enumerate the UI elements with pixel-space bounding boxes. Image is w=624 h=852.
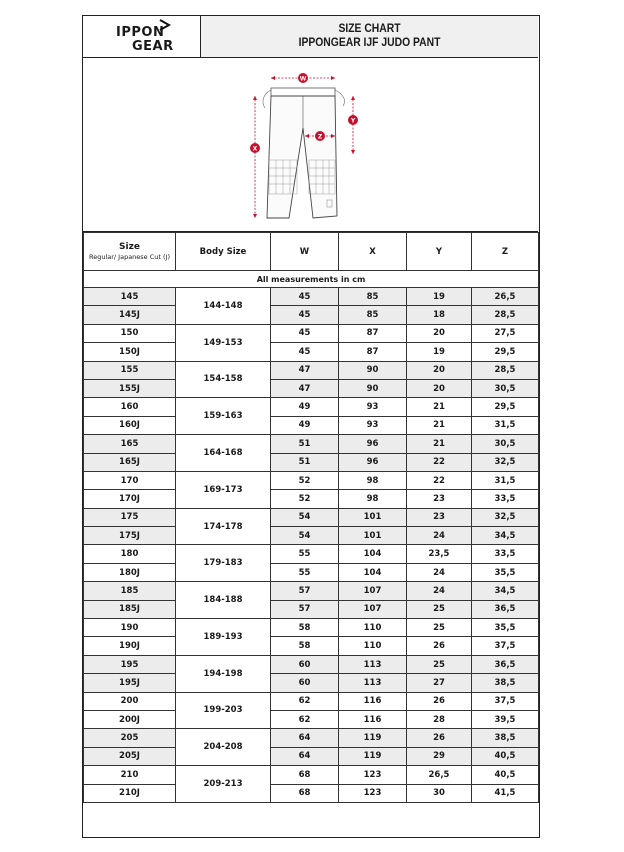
- table-row: [84, 416, 539, 434]
- table-row: [84, 288, 539, 306]
- table-row: [84, 527, 539, 545]
- cell-y: 23: [407, 508, 472, 526]
- cell-size: 160J: [84, 416, 176, 434]
- header-y: Y: [407, 233, 472, 271]
- cell-x: 107: [339, 582, 407, 600]
- cell-size: 210J: [84, 784, 176, 802]
- cell-z: 34,5: [472, 527, 539, 545]
- cell-y: 25: [407, 655, 472, 673]
- logo-line-1: IPPON: [116, 25, 165, 40]
- cell-size: 190J: [84, 637, 176, 655]
- table-row: [84, 361, 539, 379]
- table-row: [84, 619, 539, 637]
- cell-w: 60: [271, 674, 339, 692]
- table-row: [84, 435, 539, 453]
- note-row: [84, 271, 539, 288]
- cell-x: 116: [339, 710, 407, 728]
- header: [83, 16, 538, 58]
- cell-x: 101: [339, 527, 407, 545]
- table-row: [84, 508, 539, 526]
- cell-size: 195J: [84, 674, 176, 692]
- cell-size: 190: [84, 619, 176, 637]
- dim-label-z: Z: [317, 133, 323, 141]
- cell-body-size: 144-148: [176, 288, 271, 325]
- cell-z: 34,5: [472, 582, 539, 600]
- measurement-note: All measurements in cm: [84, 271, 539, 288]
- cell-w: 62: [271, 692, 339, 710]
- cell-x: 110: [339, 637, 407, 655]
- cell-w: 45: [271, 324, 339, 342]
- cell-size: 145: [84, 288, 176, 306]
- cell-size: 165: [84, 435, 176, 453]
- cell-w: 51: [271, 435, 339, 453]
- cell-w: 57: [271, 600, 339, 618]
- table-row: [84, 343, 539, 361]
- cell-y: 24: [407, 527, 472, 545]
- cell-z: 27,5: [472, 324, 539, 342]
- cell-y: 22: [407, 453, 472, 471]
- cell-x: 93: [339, 416, 407, 434]
- table-row: [84, 324, 539, 342]
- header-w: W: [271, 233, 339, 271]
- cell-z: 39,5: [472, 710, 539, 728]
- cell-z: 31,5: [472, 416, 539, 434]
- cell-y: 21: [407, 435, 472, 453]
- cell-size: 180J: [84, 563, 176, 581]
- cell-size: 150: [84, 324, 176, 342]
- cell-w: 68: [271, 784, 339, 802]
- cell-size: 160: [84, 398, 176, 416]
- cell-size: 205J: [84, 747, 176, 765]
- cell-size: 150J: [84, 343, 176, 361]
- cell-body-size: 204-208: [176, 729, 271, 766]
- table-header-row: [84, 233, 539, 271]
- header-size-label: Size: [119, 242, 140, 252]
- cell-z: 28,5: [472, 306, 539, 324]
- cell-z: 38,5: [472, 729, 539, 747]
- table-row: [84, 655, 539, 673]
- cell-x: 101: [339, 508, 407, 526]
- cell-w: 58: [271, 619, 339, 637]
- cell-y: 28: [407, 710, 472, 728]
- title-line-1: SIZE CHART: [338, 23, 401, 35]
- cell-y: 19: [407, 343, 472, 361]
- cell-z: 37,5: [472, 637, 539, 655]
- cell-w: 55: [271, 545, 339, 563]
- header-x: X: [339, 233, 407, 271]
- cell-size: 175J: [84, 527, 176, 545]
- table-row: [84, 600, 539, 618]
- cell-size: 185J: [84, 600, 176, 618]
- title-line-2: IPPONGEAR IJF JUDO PANT: [298, 37, 441, 49]
- cell-y: 21: [407, 416, 472, 434]
- cell-z: 30,5: [472, 379, 539, 397]
- cell-body-size: 154-158: [176, 361, 271, 398]
- table-row: [84, 637, 539, 655]
- dim-label-w: W: [299, 75, 307, 83]
- cell-x: 119: [339, 747, 407, 765]
- cell-size: 200J: [84, 710, 176, 728]
- cell-size: 155J: [84, 379, 176, 397]
- cell-x: 90: [339, 379, 407, 397]
- cell-body-size: 149-153: [176, 324, 271, 361]
- cell-x: 87: [339, 343, 407, 361]
- cell-x: 98: [339, 471, 407, 489]
- cell-x: 98: [339, 490, 407, 508]
- table-row: [84, 747, 539, 765]
- cell-body-size: 179-183: [176, 545, 271, 582]
- cell-y: 25: [407, 600, 472, 618]
- cell-w: 47: [271, 361, 339, 379]
- cell-w: 62: [271, 710, 339, 728]
- cell-size: 180: [84, 545, 176, 563]
- cell-w: 64: [271, 729, 339, 747]
- logo-chevron-icon: [159, 19, 171, 33]
- cell-x: 123: [339, 784, 407, 802]
- table-row: [84, 729, 539, 747]
- size-chart-sheet: [82, 15, 540, 838]
- cell-z: 35,5: [472, 563, 539, 581]
- cell-z: 29,5: [472, 343, 539, 361]
- cell-body-size: 209-213: [176, 766, 271, 803]
- cell-w: 68: [271, 766, 339, 784]
- cell-x: 110: [339, 619, 407, 637]
- logo-line-2: GEAR: [132, 39, 174, 54]
- header-z: Z: [472, 233, 539, 271]
- cell-size: 185: [84, 582, 176, 600]
- table-row: [84, 306, 539, 324]
- title-box: [201, 16, 538, 57]
- cell-x: 93: [339, 398, 407, 416]
- cell-size: 205: [84, 729, 176, 747]
- table-row: [84, 379, 539, 397]
- cell-y: 24: [407, 563, 472, 581]
- cell-y: 20: [407, 361, 472, 379]
- cell-x: 104: [339, 545, 407, 563]
- cell-x: 96: [339, 453, 407, 471]
- cell-z: 26,5: [472, 288, 539, 306]
- cell-w: 54: [271, 527, 339, 545]
- cell-x: 113: [339, 674, 407, 692]
- cell-z: 30,5: [472, 435, 539, 453]
- cell-z: 31,5: [472, 471, 539, 489]
- cell-z: 36,5: [472, 600, 539, 618]
- header-size: [84, 233, 176, 271]
- cell-x: 85: [339, 288, 407, 306]
- cell-w: 64: [271, 747, 339, 765]
- cell-y: 26,5: [407, 766, 472, 784]
- table-row: [84, 563, 539, 581]
- cell-y: 26: [407, 637, 472, 655]
- cell-x: 116: [339, 692, 407, 710]
- cell-size: 200: [84, 692, 176, 710]
- cell-w: 51: [271, 453, 339, 471]
- cell-z: 32,5: [472, 453, 539, 471]
- dim-label-y: Y: [350, 117, 356, 125]
- size-table: [83, 232, 539, 803]
- cell-y: 29: [407, 747, 472, 765]
- cell-x: 123: [339, 766, 407, 784]
- table-row: [84, 582, 539, 600]
- cell-size: 170: [84, 471, 176, 489]
- cell-y: 21: [407, 398, 472, 416]
- cell-w: 45: [271, 306, 339, 324]
- cell-z: 41,5: [472, 784, 539, 802]
- table-row: [84, 471, 539, 489]
- cell-x: 87: [339, 324, 407, 342]
- cell-w: 58: [271, 637, 339, 655]
- cell-body-size: 199-203: [176, 692, 271, 729]
- cell-size: 195: [84, 655, 176, 673]
- cell-size: 165J: [84, 453, 176, 471]
- cell-w: 52: [271, 490, 339, 508]
- header-size-sub: Regular/ Japanese Cut (J): [88, 253, 171, 261]
- cell-y: 23: [407, 490, 472, 508]
- cell-w: 47: [271, 379, 339, 397]
- cell-y: 26: [407, 729, 472, 747]
- cell-body-size: 164-168: [176, 435, 271, 472]
- table-row: [84, 398, 539, 416]
- cell-body-size: 159-163: [176, 398, 271, 435]
- cell-y: 18: [407, 306, 472, 324]
- pant-diagram: [83, 58, 538, 232]
- cell-w: 49: [271, 416, 339, 434]
- cell-size: 145J: [84, 306, 176, 324]
- table-row: [84, 545, 539, 563]
- cell-z: 35,5: [472, 619, 539, 637]
- cell-z: 40,5: [472, 747, 539, 765]
- cell-w: 45: [271, 343, 339, 361]
- cell-y: 24: [407, 582, 472, 600]
- cell-z: 33,5: [472, 545, 539, 563]
- cell-x: 104: [339, 563, 407, 581]
- table-body: [84, 271, 539, 803]
- cell-x: 107: [339, 600, 407, 618]
- cell-x: 90: [339, 361, 407, 379]
- cell-w: 49: [271, 398, 339, 416]
- table-row: [84, 766, 539, 784]
- table-row: [84, 674, 539, 692]
- cell-z: 38,5: [472, 674, 539, 692]
- cell-y: 30: [407, 784, 472, 802]
- cell-w: 45: [271, 288, 339, 306]
- cell-x: 85: [339, 306, 407, 324]
- header-body-size: Body Size: [176, 233, 271, 271]
- cell-z: 33,5: [472, 490, 539, 508]
- cell-body-size: 169-173: [176, 471, 271, 508]
- cell-y: 23,5: [407, 545, 472, 563]
- cell-size: 155: [84, 361, 176, 379]
- table-row: [84, 453, 539, 471]
- cell-z: 29,5: [472, 398, 539, 416]
- cell-body-size: 194-198: [176, 655, 271, 692]
- cell-y: 19: [407, 288, 472, 306]
- cell-y: 26: [407, 692, 472, 710]
- cell-w: 60: [271, 655, 339, 673]
- table-row: [84, 490, 539, 508]
- cell-w: 52: [271, 471, 339, 489]
- cell-body-size: 174-178: [176, 508, 271, 545]
- cell-w: 55: [271, 563, 339, 581]
- cell-w: 54: [271, 508, 339, 526]
- cell-w: 57: [271, 582, 339, 600]
- cell-y: 27: [407, 674, 472, 692]
- cell-x: 113: [339, 655, 407, 673]
- cell-body-size: 189-193: [176, 619, 271, 656]
- cell-y: 20: [407, 379, 472, 397]
- judo-pant-illustration: [243, 68, 383, 228]
- cell-size: 210: [84, 766, 176, 784]
- cell-y: 20: [407, 324, 472, 342]
- cell-y: 22: [407, 471, 472, 489]
- cell-z: 37,5: [472, 692, 539, 710]
- cell-x: 96: [339, 435, 407, 453]
- table-row: [84, 692, 539, 710]
- cell-z: 28,5: [472, 361, 539, 379]
- table-row: [84, 710, 539, 728]
- table-row: [84, 784, 539, 802]
- cell-z: 40,5: [472, 766, 539, 784]
- ippon-gear-logo: [83, 16, 201, 57]
- cell-x: 119: [339, 729, 407, 747]
- cell-y: 25: [407, 619, 472, 637]
- cell-size: 170J: [84, 490, 176, 508]
- cell-size: 175: [84, 508, 176, 526]
- dim-label-x: X: [252, 145, 258, 153]
- cell-z: 32,5: [472, 508, 539, 526]
- cell-z: 36,5: [472, 655, 539, 673]
- cell-body-size: 184-188: [176, 582, 271, 619]
